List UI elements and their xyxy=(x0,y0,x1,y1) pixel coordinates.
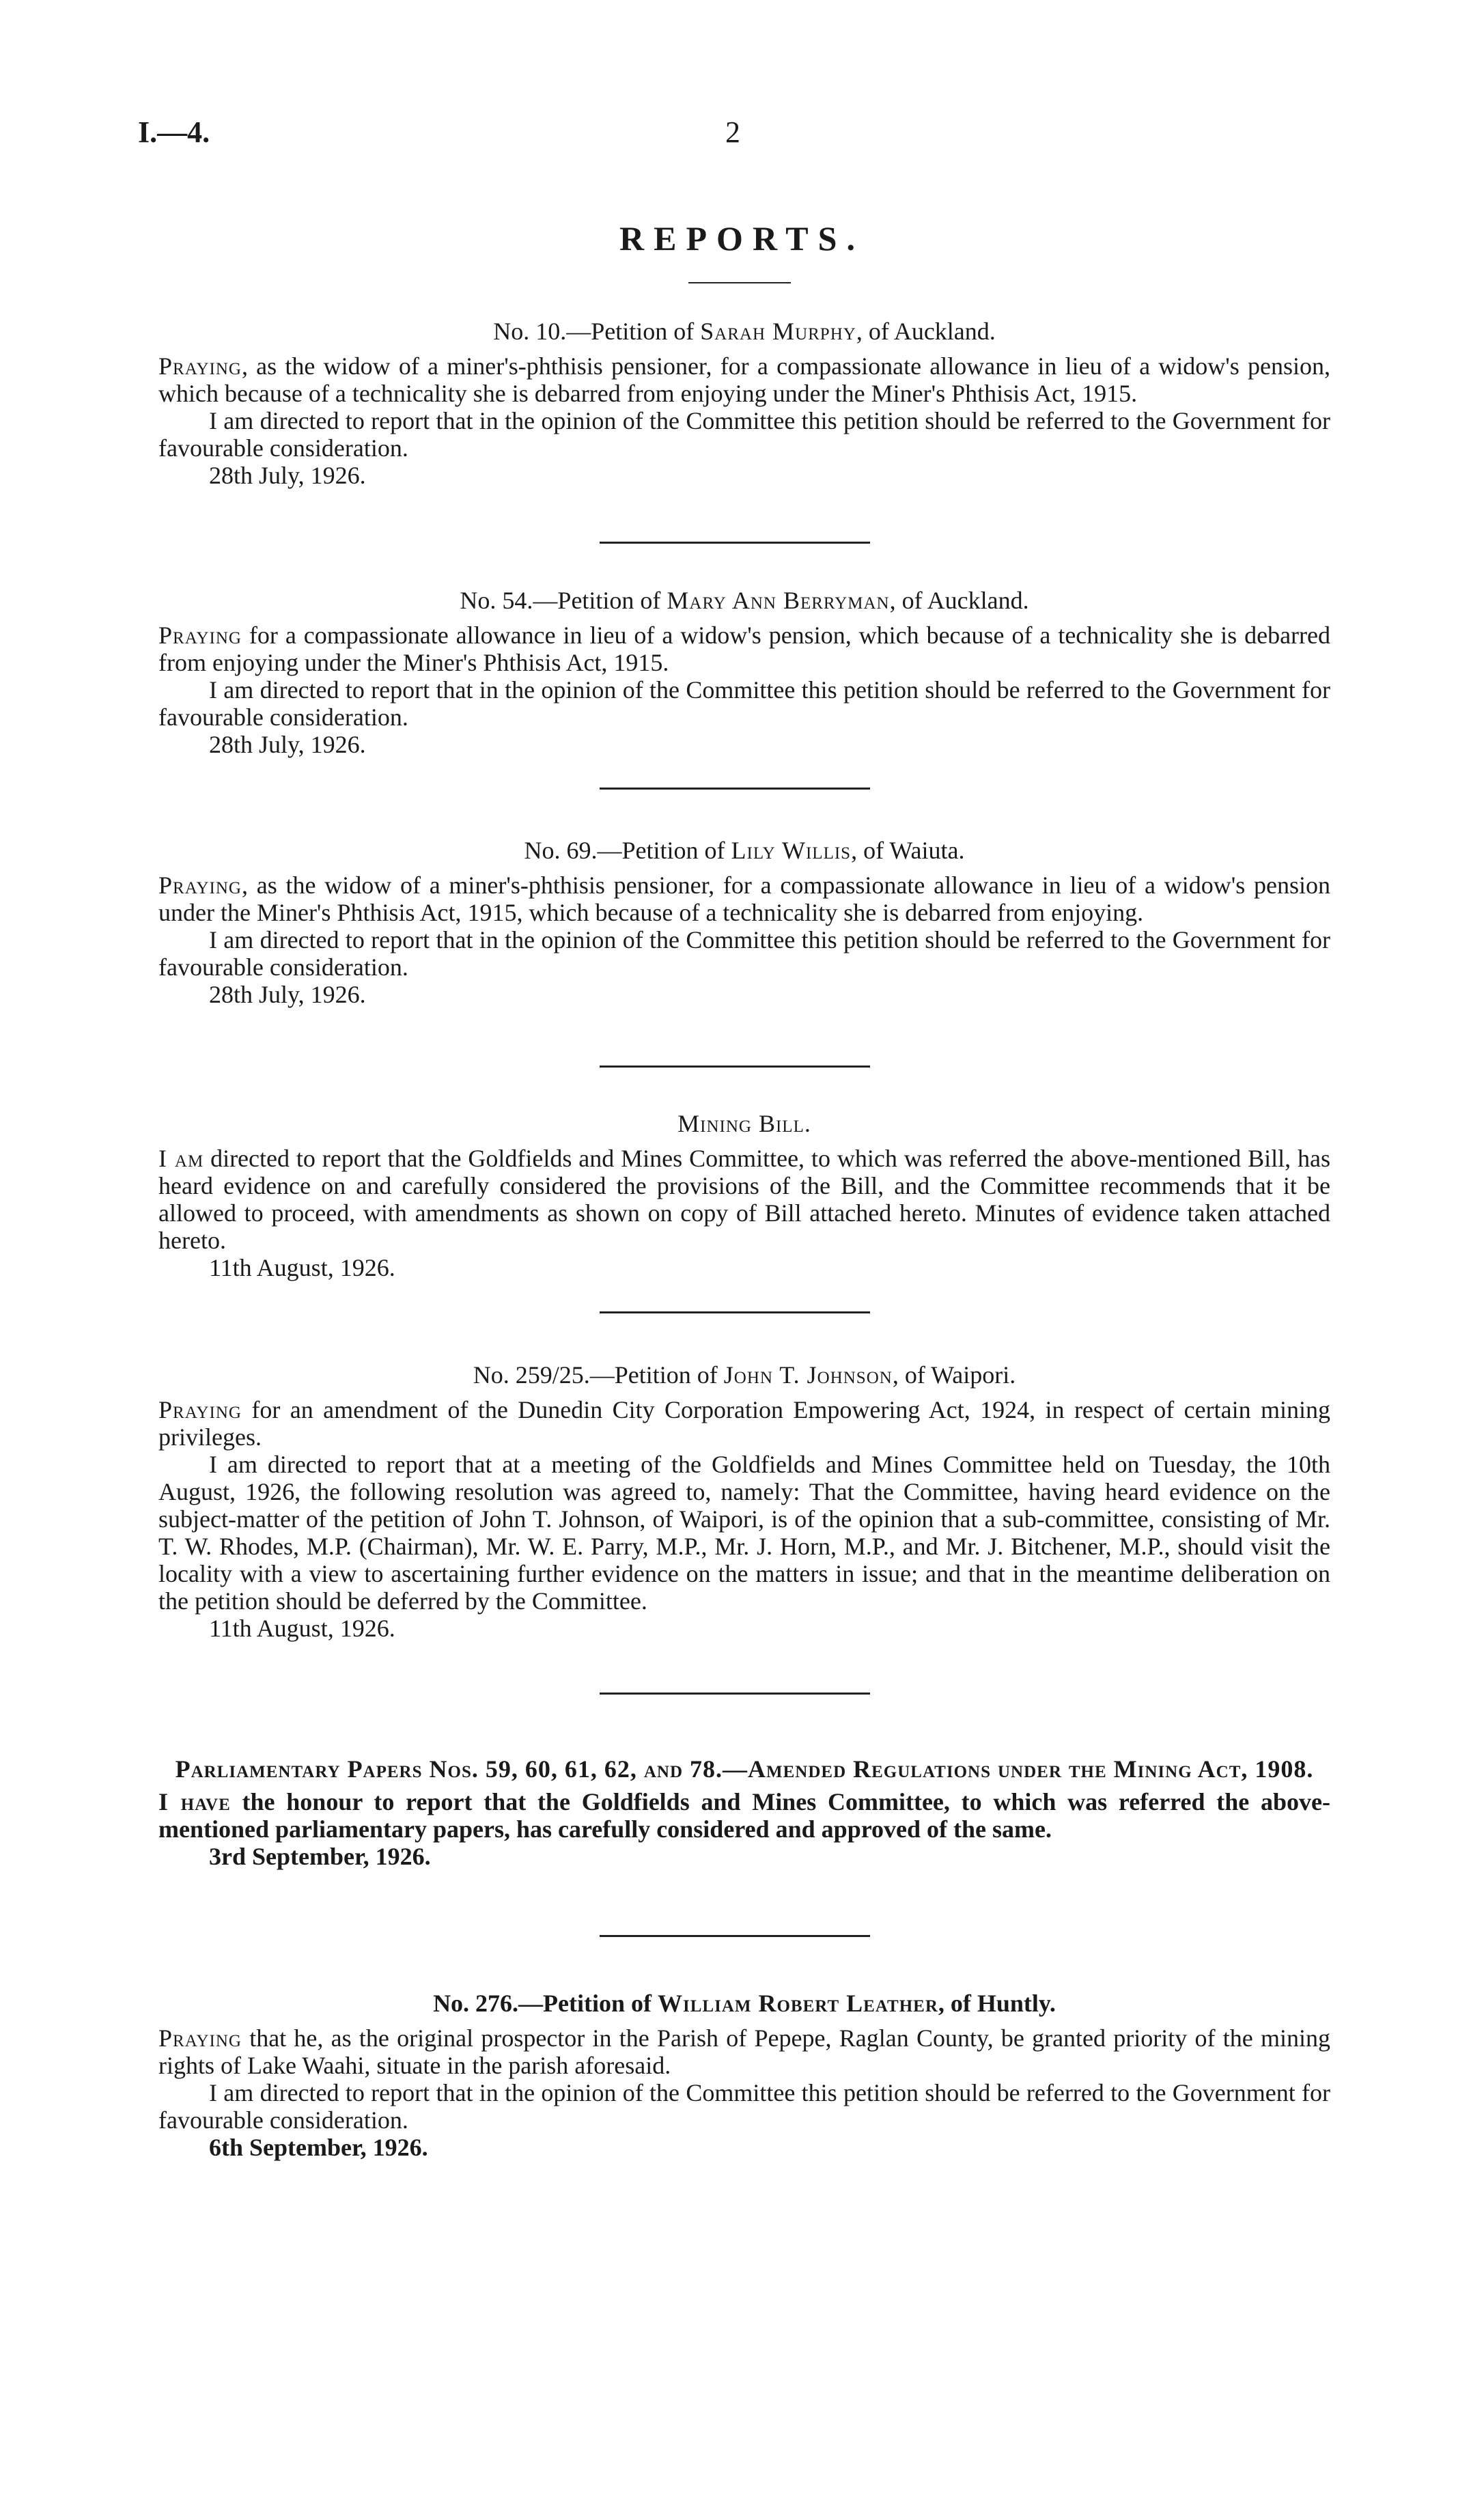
section-date: 6th September, 1926. xyxy=(209,2134,428,2161)
report-paragraph: I am directed to report that in the opinion of the Committee this petition should be referred to the Government for favourable consideration. xyxy=(158,2079,1330,2134)
section-date: 28th July, 1926. xyxy=(209,462,366,489)
report-paragraph: I am directed to report that in the opinion of the Committee this petition should be referred to the Government for favourable consideration. xyxy=(158,676,1330,731)
section-date: 11th August, 1926. xyxy=(209,1615,395,1642)
praying-paragraph: Praying, as the widow of a miner's-phthisis pensioner, for a compassionate allowance in lieu of a widow's pension under the Miner's Phthisis Act, 1915, which because of a technicality she is debarred from enjoying. xyxy=(158,872,1330,926)
report-section xyxy=(158,1755,1330,1870)
page-number: 2 xyxy=(725,115,740,149)
report-paragraph: I am directed to report that in the opinion of the Committee this petition should be referred to the Government for favourable consideration. xyxy=(158,407,1330,462)
section-heading: No. 69.—Petition of Lily Willis, of Waiuta. xyxy=(524,837,965,864)
page-title: REPORTS. xyxy=(619,219,865,257)
section-divider xyxy=(600,542,870,544)
praying-paragraph: Praying for a compassionate allowance in lieu of a widow's pension, which because of a technicality she is debarred from enjoying under the Miner's Phthisis Act, 1915. xyxy=(158,622,1330,676)
report-paragraph: I am directed to report that the Goldfields and Mines Committee, to which was referred the above-mentioned Bill, has heard evidence on and carefully considered the provisions of the Bill, and the Committee recommends that it be allowed to proceed, with amendments as shown on copy of Bill attached hereto. Minutes of evidence taken attached hereto. xyxy=(158,1145,1330,1254)
section-divider xyxy=(600,1066,870,1068)
section-divider xyxy=(600,1311,870,1313)
section-date: 28th July, 1926. xyxy=(209,981,366,1008)
title-divider xyxy=(688,282,791,283)
petition-section xyxy=(158,585,1330,758)
petition-section xyxy=(158,835,1330,1008)
section-date: 28th July, 1926. xyxy=(209,731,366,758)
section-divider xyxy=(600,788,870,790)
report-paragraph: I am directed to report that at a meeting of the Goldfields and Mines Committee held on Tuesday, the 10th August, 1926, the following resolution was agreed to, namely: That the Committee, having heard evidence on the subject-matter of the petition of John T. Johnson, of Waipori, is of the opinion that a sub-committee, consisting of Mr. T. W. Rhodes, M.P. (Chairman), Mr. W. E. Parry, M.P., Mr. J. Horn, M.P., and Mr. J. Bitchener, M.P., should visit the locality with a view to ascertaining further evidence on the matters in issue; and that in the meantime deliberation on the petition should be deferred by the Committee. xyxy=(158,1451,1330,1615)
petition-section xyxy=(158,1988,1330,2161)
page-reference: I.—4. xyxy=(138,115,210,149)
praying-paragraph: Praying for an amendment of the Dunedin City Corporation Empowering Act, 1924, in respect of certain mining privileges. xyxy=(158,1396,1330,1451)
report-paragraph: I am directed to report that in the opinion of the Committee this petition should be referred to the Government for favourable consideration. xyxy=(158,926,1330,981)
section-divider xyxy=(600,1693,870,1695)
report-section xyxy=(158,1108,1330,1281)
praying-paragraph: Praying that he, as the original prospector in the Parish of Pepepe, Raglan County, be granted priority of the mining rights of Lake Waahi, situate in the parish aforesaid. xyxy=(158,2024,1330,2079)
report-paragraph: I have the honour to report that the Goldfields and Mines Committee, to which was referred the above-mentioned parliamentary papers, has carefully considered and approved of the same. xyxy=(158,1788,1330,1843)
section-date: 11th August, 1926. xyxy=(209,1254,395,1281)
praying-paragraph: Praying, as the widow of a miner's-phthisis pensioner, for a compassionate allowance in lieu of a widow's pension, which because of a technicality she is debarred from enjoying under the Miner's Phthisis Act, 1915. xyxy=(158,352,1330,407)
section-heading: No. 54.—Petition of Mary Ann Berryman, of Auckland. xyxy=(460,587,1029,614)
section-date: 3rd September, 1926. xyxy=(209,1843,431,1870)
section-heading: No. 10.—Petition of Sarah Murphy, of Auckland. xyxy=(493,318,996,345)
petition-section xyxy=(158,1359,1330,1642)
section-heading: Mining Bill. xyxy=(677,1110,811,1137)
petition-section xyxy=(158,316,1330,489)
section-heading: No. 276.—Petition of William Robert Leather, of Huntly. xyxy=(433,1990,1056,2017)
section-heading: No. 259/25.—Petition of John T. Johnson, of Waipori. xyxy=(473,1361,1016,1389)
section-heading: Parliamentary Papers Nos. 59, 60, 61, 62, and 78.—Amended Regulations under the Mining Act, 1908. xyxy=(175,1755,1314,1783)
section-divider xyxy=(600,1935,870,1937)
